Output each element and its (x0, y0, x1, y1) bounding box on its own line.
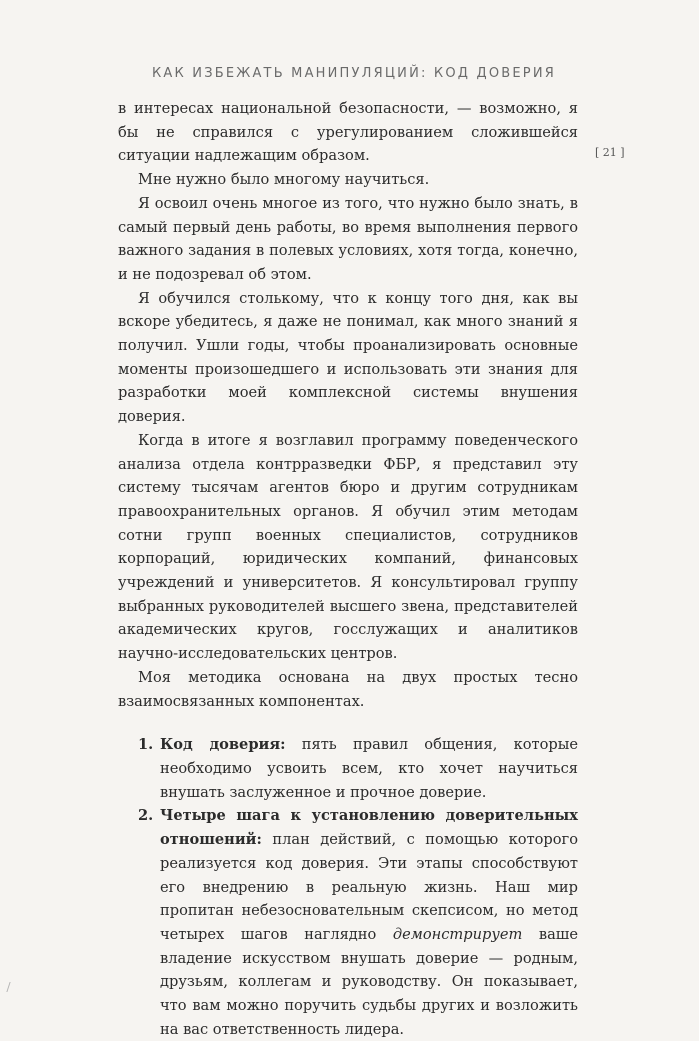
paragraph-2: Мне нужно было многому научиться. (138, 171, 430, 189)
list-text-1: пять правил общения, которые необходимо усвоить всем, кто хочет научиться внушать заслуженное и прочное доверие. (160, 736, 578, 801)
list-term-2: Четыре шага к установлению доверительных отношений: (160, 807, 578, 849)
running-head: КАК ИЗБЕЖАТЬ МАНИПУЛЯЦИЙ: КОД ДОВЕРИЯ (151, 66, 556, 81)
list-item-2 (118, 804, 578, 1041)
list-number-1: 1. (138, 736, 154, 754)
list-text-2-end: ваше владение искусством внушать доверие — родным, друзьям, коллегам и руководству. Он показывает, что вам можно поручить судьбы других и возложить на вас ответственность лидера. (160, 925, 578, 1038)
list-item-1 (118, 733, 578, 804)
corner-mark (6, 982, 16, 992)
list-number-2: 2. (138, 807, 154, 825)
numbered-list (118, 733, 578, 1041)
list-text-2-start: план действий, с помощью которого реализуется код доверия. Эти этапы способствуют его внедрению в реальную жизнь. Наш мир пропитан небезосновательным скепсисом, но метод четырех шагов наглядно (160, 831, 578, 943)
paragraph-3: Я освоил очень многое из того, что нужно было знать, в самый первый день работы, во время выполнения первого важного задания в полевых условиях, хотя тогда, конечно, и не подозревал об этом. (118, 194, 578, 283)
paragraph-1: в интересах национальной безопасности, — возможно, я бы не справился с урегулированием сложившейся ситуации надлежащим образом. (118, 100, 578, 165)
paragraph-4: Я обучился столькому, что к концу того дня, как вы вскоре убедитесь, я даже не понимал, как много знаний я получил. Ушли годы, чтобы проанализировать основные моменты произошедшего и использовать эти знания для разработки моей комплексной системы внушения доверия. (118, 289, 578, 426)
paragraph-5: Когда в итоге я возглавил программу поведенческого анализа отдела контрразведки ФБР, я представил эту систему тысячам агентов бюро и другим сотрудникам правоохранительных органов. Я обучил этим методам сотни групп военных специалистов, сотрудников корпораций, юридических компаний, финансовых учреждений и университетов. Я консультировал группу выбранных руководителей высшего звена, представителей академических кругов, госслужащих и аналитиков научно-исследовательских центров. (118, 431, 578, 663)
list-term-1: Код доверия: (160, 736, 286, 754)
page-number: [ 21 ] (595, 146, 625, 159)
paragraph-6: Моя методика основана на двух простых тесно взаимосвязанных компонентах. (118, 668, 578, 710)
body-text (118, 97, 578, 1041)
list-emphasis: демонстрирует (392, 925, 523, 943)
